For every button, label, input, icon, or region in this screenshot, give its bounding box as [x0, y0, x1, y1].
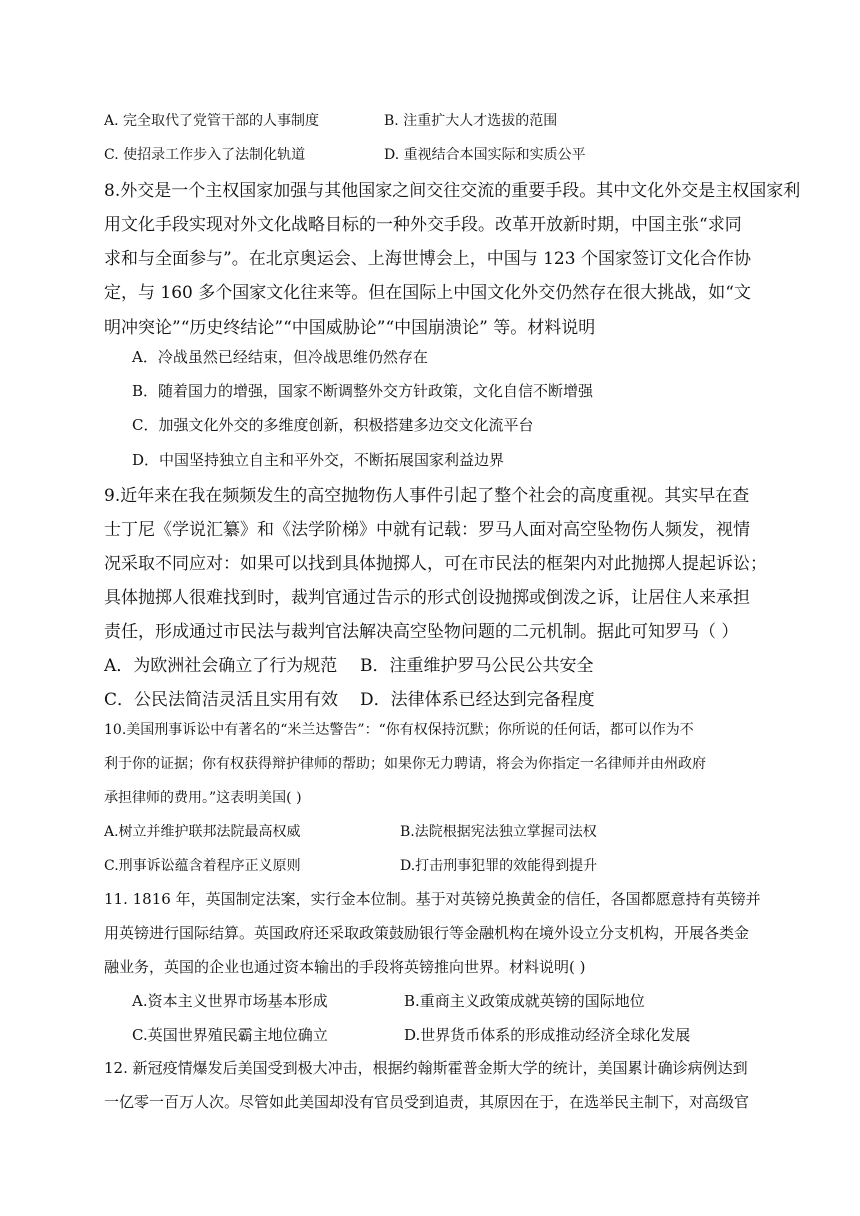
q8-stem-line: 定，与 160 多个国家文化往来等。但在国际上中国文化外交仍然存在很大挑战，如“文	[104, 283, 751, 303]
q8-option-d: D．中国坚持独立自主和平外交，不断拓展国家利益边界	[132, 451, 505, 469]
q11-stem-line: 融业务，英国的企业也通过资本输出的手段将英镑推向世界。材料说明( )	[104, 958, 586, 976]
q7-option-d: D. 重视结合本国实际和实质公平	[384, 147, 586, 163]
q11-option-a: A.资本主义世界市场基本形成	[132, 992, 328, 1010]
q8-stem-line: 明冲突论”“历史终结论”“中国威胁论”“中国崩溃论” 等。材料说明	[104, 318, 596, 338]
q10-option-d: D.打击刑事犯罪的效能得到提升	[400, 858, 598, 874]
q9-stem-line: 况采取不同应对：如果可以找到具体抛掷人，可在市民法的框架内对此抛掷人提起诉讼；	[104, 554, 767, 574]
q10-stem-line: 利于你的证据；你有权获得辩护律师的帮助；如果你无力聘请，将会为你指定一名律师并由州政府	[104, 756, 706, 772]
q8-option-b: B．随着国力的增强，国家不断调整外交方针政策，文化自信不断增强	[132, 382, 594, 400]
q11-option-b: B.重商主义政策成就英镑的国际地位	[404, 992, 645, 1010]
q10-stem-line: 承担律师的费用。”这表明美国( )	[104, 790, 302, 806]
q8-option-a: A．冷战虽然已经结束，但冷战思维仍然存在	[132, 348, 428, 366]
q12-stem-line: 12. 新冠疫情爆发后美国受到极大冲击，根据约翰斯霍普金斯大学的统计，美国累计确诊病例达到	[104, 1059, 748, 1077]
q11-option-d: D.世界货币体系的形成推动经济全球化发展	[404, 1026, 691, 1044]
q10-option-b: B.法院根据宪法独立掌握司法权	[400, 824, 597, 840]
q8-stem-line: 用文化手段实现对外文化战略目标的一种外交手段。改革开放新时期，中国主张“求同	[104, 215, 742, 235]
q9-stem-line: 责任，形成通过市民法与裁判官法解决高空坠物问题的二元机制。据此可知罗马（ ）	[104, 622, 739, 642]
q9-option-c: C．公民法简洁灵活且实用有效	[104, 690, 339, 710]
q12-stem-line: 一亿零一百万人次。尽管如此美国却没有官员受到追责，其原因在于，在选举民主制下，对高级官	[104, 1093, 750, 1111]
q8-stem-line: 求和与全面参与”。在北京奥运会、上海世博会上，中国与 123 个国家签订文化合作协	[104, 249, 751, 269]
q11-option-c: C.英国世界殖民霸主地位确立	[132, 1026, 328, 1044]
q9-stem-line: 具体抛掷人很难找到时，裁判官通过告示的形式创设抛掷或倒泼之诉，让居住人来承担	[104, 588, 750, 608]
q7-option-c: C. 使招录工作步入了法制化轨道	[104, 147, 306, 163]
q9-stem-line: 士丁尼《学说汇纂》和《法学阶梯》中就有记载：罗马人面对高空坠物伤人频发，视情	[104, 520, 750, 540]
q7-option-a: A. 完全取代了党管干部的人事制度	[104, 113, 320, 129]
q11-stem-line: 11. 1816 年，英国制定法案，实行金本位制。基于对英镑兑换黄金的信任，各国都愿意持有英镑并	[104, 890, 761, 908]
q9-stem-line: 9.近年来在我在频频发生的高空抛物伤人事件引起了整个社会的高度重视。其实早在查	[104, 486, 750, 506]
q10-option-c: C.刑事诉讼蕴含着程序正义原则	[104, 858, 301, 874]
q10-stem-line: 10.美国刑事诉讼中有著名的“米兰达警告”：“你有权保持沉默；你所说的任何话，都可以作为不	[104, 722, 694, 738]
q11-stem-line: 用英镑进行国际结算。英国政府还采取政策鼓励银行等金融机构在境外设立分支机构，开展各类金	[104, 924, 750, 942]
q10-option-a: A.树立并维护联邦法院最高权威	[104, 824, 301, 840]
q8-stem-line: 8.外交是一个主权国家加强与其他国家之间交往交流的重要手段。其中文化外交是主权国家利	[104, 181, 801, 201]
q9-option-b: B．注重维护罗马公民公共安全	[360, 656, 594, 676]
q9-option-d: D．法律体系已经达到完备程度	[360, 690, 595, 710]
q9-option-a: A．为欧洲社会确立了行为规范	[104, 656, 338, 676]
q7-option-b: B. 注重扩大人才选拔的范围	[384, 113, 558, 129]
q8-option-c: C．加强文化外交的多维度创新，积极搭建多边交文化流平台	[132, 416, 534, 434]
